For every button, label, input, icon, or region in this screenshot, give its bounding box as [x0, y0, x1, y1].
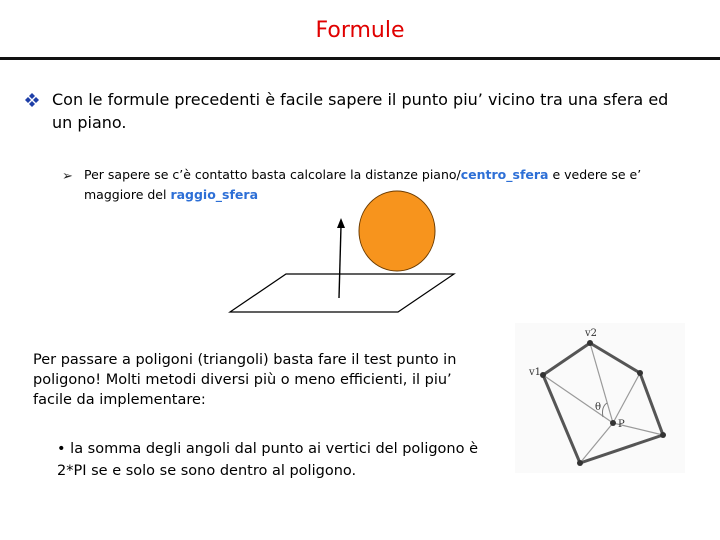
sub-bullet-text-b: e vedere se e’ maggiore del	[84, 167, 642, 202]
main-bullet	[24, 88, 684, 134]
sphere-plane-diagram	[228, 190, 478, 320]
label-v1: v1	[529, 367, 542, 378]
sub-bullet-text-a: Per sapere se c’è contatto basta calcolare la distanze piano/	[84, 167, 461, 182]
angle-sum-point: • la somma degli angoli dal punto ai vertici del poligono è 2*PI se e solo se sono dentro al poligono.	[57, 441, 479, 479]
vertex-v4	[660, 432, 666, 438]
vertex-v5	[577, 460, 583, 466]
point-p	[610, 420, 616, 426]
arrow-bullet-icon: ➢	[62, 169, 73, 184]
label-theta: θ	[595, 402, 602, 413]
highlight-raggio-sfera: raggio_sfera	[170, 187, 259, 202]
diagram-background	[515, 323, 685, 473]
normal-arrow-line	[339, 226, 341, 298]
title-divider	[0, 57, 720, 60]
highlight-centro-sfera: centro_sfera	[460, 167, 549, 182]
sphere-shape	[359, 191, 435, 271]
vertex-v2	[587, 340, 593, 346]
slide-title: Formule	[315, 18, 405, 43]
label-p: P	[618, 419, 625, 430]
normal-arrowhead	[337, 218, 345, 228]
point-in-polygon-diagram	[515, 323, 685, 473]
polygon-paragraph: Per passare a poligoni (triangoli) basta fare il test punto in poligono! Molti metodi diversi più o meno efficienti, il piu’ facile da implementare:	[33, 352, 457, 408]
label-v2: v2	[585, 328, 598, 339]
vertex-v3	[637, 370, 643, 376]
plane-shape	[230, 274, 454, 312]
main-bullet-text: Con le formule precedenti è facile sapere il punto piu’ vicino tra una sfera ed un piano.	[52, 90, 669, 132]
diamond-bullet-icon	[24, 92, 40, 108]
